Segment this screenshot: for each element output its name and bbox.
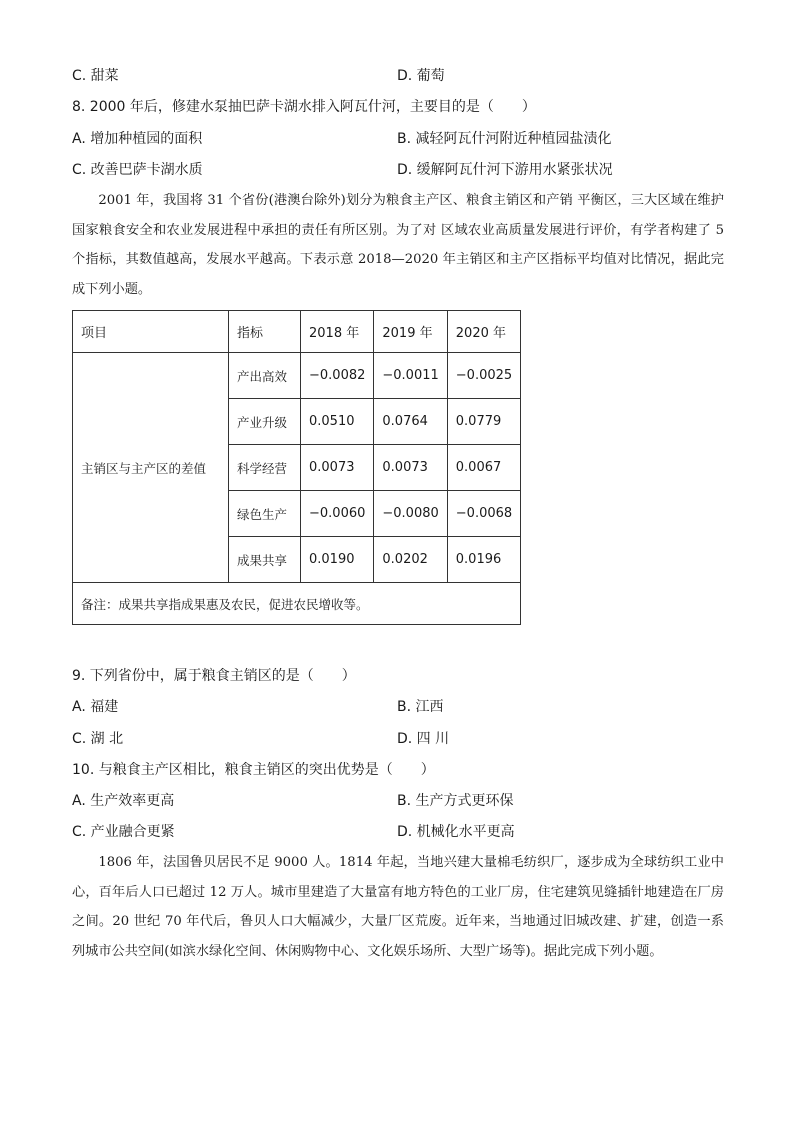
q7-option-c: C. 甜菜: [72, 68, 119, 84]
q9-option-b: B. 江西: [397, 699, 444, 715]
table-cell-2018: −0.0060: [301, 491, 374, 537]
table-cell-2018: 0.0510: [301, 399, 374, 445]
table-cell-indicator: 成果共享: [229, 537, 301, 583]
q9-stem: 9. 下列省份中，属于粮食主销区的是（ ）: [72, 668, 356, 684]
q10-option-d: D. 机械化水平更高: [397, 824, 515, 840]
passage-grain-regions: 2001 年，我国将 31 个省份(港澳台除外)划分为粮食主产区、粮食主销区和产销 平衡区，三大区域在维护国家粮食安全和农业发展进程中承担的责任有所区别。为了对 区域农业高质量发展进行评价，有学者构建了 5 个指标，其数值越高，发展水平越高。下表示意 2018—2020 年主销区和主产区指标平均值对比情况，据此完成下列小题。: [72, 193, 724, 297]
table-cell-2018: −0.0082: [301, 353, 374, 399]
table-note: 备注：成果共享指成果惠及农民，促进农民增收等。: [73, 583, 521, 625]
table-header-2019: 2019 年: [374, 311, 447, 353]
table-cell-2019: 0.0202: [374, 537, 447, 583]
table-header-indicator: 指标: [229, 311, 301, 353]
table-header-item: 项目: [73, 311, 229, 353]
table-cell-2019: −0.0011: [374, 353, 447, 399]
table-cell-2020: 0.0779: [447, 399, 520, 445]
indicator-table: [72, 310, 521, 625]
q10-option-c: C. 产业融合更紧: [72, 824, 175, 840]
table-cell-indicator: 产出高效: [229, 353, 301, 399]
table-cell-2020: 0.0196: [447, 537, 520, 583]
table-row: [73, 353, 521, 399]
q10-option-a: A. 生产效率更高: [72, 793, 175, 809]
q9-option-d: D. 四 川: [397, 731, 450, 747]
q7-option-d: D. 葡萄: [397, 68, 445, 84]
passage-roubaix: 1806 年，法国鲁贝居民不足 9000 人。1814 年起，当地兴建大量棉毛纺织厂，逐步成为全球纺织工业中心，百年后人口已超过 12 万人。城市里建造了大量富有地方特色的工业厂房，住宅建筑见缝插针地建造在厂房之间。20 世纪 70 年代后，鲁贝人口大幅减少，大量厂区荒废。近年来，当地通过旧城改建、扩建，创造一系列城市公共空间(如滨水绿化空间、休闲购物中心、文化娱乐场所、大型广场等)。据此完成下列小题。: [72, 855, 724, 959]
table-cell-2019: 0.0764: [374, 399, 447, 445]
table-cell-2020: −0.0068: [447, 491, 520, 537]
q8-stem: 8. 2000 年后，修建水泵抽巴萨卡湖水排入阿瓦什河，主要目的是（ ）: [72, 99, 536, 115]
table-header-2018: 2018 年: [301, 311, 374, 353]
q9-option-c: C. 湖 北: [72, 731, 124, 747]
table-cell-2020: 0.0067: [447, 445, 520, 491]
q8-option-c: C. 改善巴萨卡湖水质: [72, 162, 203, 178]
table-cell-indicator: 绿色生产: [229, 491, 301, 537]
q8-option-b: B. 减轻阿瓦什河附近种植园盐渍化: [397, 131, 612, 147]
q8-option-d: D. 缓解阿瓦什河下游用水紧张状况: [397, 162, 613, 178]
table-cell-2018: 0.0190: [301, 537, 374, 583]
table-cell-indicator: 产业升级: [229, 399, 301, 445]
q9-option-a: A. 福建: [72, 699, 119, 715]
table-header-2020: 2020 年: [447, 311, 520, 353]
q10-option-b: B. 生产方式更环保: [397, 793, 514, 809]
table-cell-2019: −0.0080: [374, 491, 447, 537]
table-cell-2018: 0.0073: [301, 445, 374, 491]
table-cell-2019: 0.0073: [374, 445, 447, 491]
q8-option-a: A. 增加种植园的面积: [72, 131, 203, 147]
table-cell-2020: −0.0025: [447, 353, 520, 399]
table-group-label: 主销区与主产区的差值: [73, 353, 229, 583]
table-cell-indicator: 科学经营: [229, 445, 301, 491]
q10-stem: 10. 与粮食主产区相比，粮食主销区的突出优势是（ ）: [72, 762, 435, 778]
